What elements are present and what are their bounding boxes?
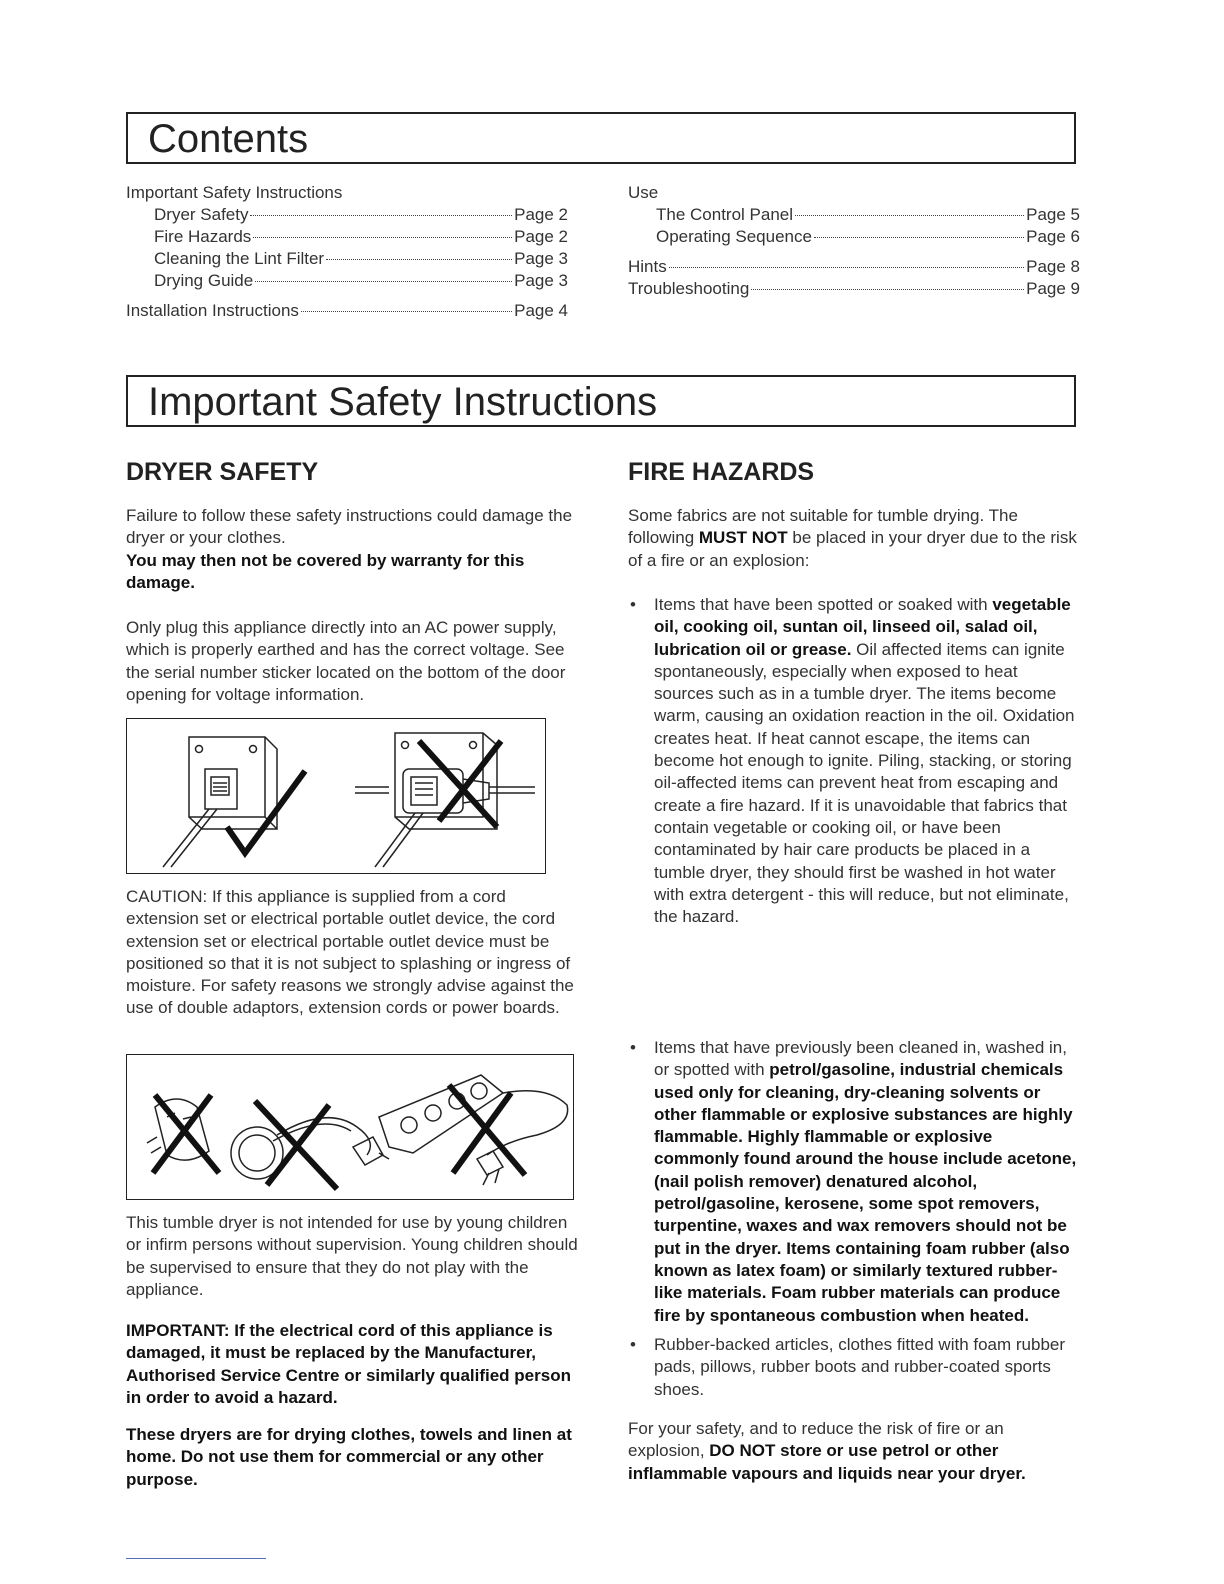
- fire-intro: Some fabrics are not suitable for tumble drying. The following MUST NOT be placed in your dryer due to the risk of a fire or an explosion:: [628, 506, 1077, 570]
- plug-body: [205, 769, 237, 809]
- important-paragraph: IMPORTANT: If the electrical cord of this appliance is damaged, it must be replaced by the Manufacturer, Authorised Service Centre or similarly qualified person in order to avoid a hazard.: [126, 1321, 571, 1407]
- caution-paragraph: CAUTION: If this appliance is supplied from a cord extension set or electrical portable outlet device, the cord extension set or electrical portable outlet device must be positioned so that it is not subject to splashing or ingress of moisture. For safety reasons we strongly advise against the use of double adaptors, extension cords or power boards.: [126, 887, 574, 1018]
- toc-entry-fire-hazards[interactable]: Fire Hazards Page 2: [154, 227, 568, 246]
- purpose-paragraph: These dryers are for drying clothes, towels and linen at home. Do not use them for commercial or any other purpose.: [126, 1425, 572, 1489]
- footer-rule: [126, 1558, 266, 1559]
- toc-group-use: Use: [628, 183, 659, 202]
- adaptors-figure: [126, 1054, 574, 1200]
- toc-left-column: [126, 182, 568, 322]
- toc-entry-operating-sequence[interactable]: Operating Sequence Page 6: [656, 227, 1080, 246]
- power-supply-paragraph: Only plug this appliance directly into an AC power supply, which is properly earthed and has the correct voltage. See the serial number sticker located on the bottom of the door opening for voltage information.: [126, 618, 566, 704]
- fire-bullet-solvents: • Items that have previously been cleaned in, washed in, or spotted with petrol/gasoline, industrial chemicals used only for cleaning, dry-cleaning solvents or other flammable or explosive substances are highly flammable. Highly flammable or explosive commonly found around the house include acetone, (nail polish remover) denatured alcohol, petrol/gasoline, kerosene, some spot removers, turpentine, waxes and wax removers should not be put in the dryer. Items containing foam rubber (also known as latex foam) or similarly textured rubber-like materials. Foam rubber materials can produce fire by spontaneous combustion when heated.: [628, 1037, 1080, 1327]
- toc-entry-drying-guide[interactable]: Drying Guide Page 3: [154, 271, 568, 290]
- plug-figure: [126, 718, 546, 874]
- safety-title: Important Safety Instructions: [148, 380, 658, 424]
- checkmark-icon: [227, 771, 305, 853]
- children-paragraph: This tumble dryer is not intended for use by young children or infirm persons without supervision. Young children should be supervised to ensure that they do not play with the appliance.: [126, 1213, 578, 1299]
- plug-illustration: [127, 719, 544, 872]
- toc-entry-lint-filter[interactable]: Cleaning the Lint Filter Page 3: [154, 249, 568, 268]
- toc-entry-installation[interactable]: Installation Instructions Page 4: [126, 301, 568, 320]
- contents-title: Contents: [148, 117, 309, 161]
- dryer-safety-p1: Failure to follow these safety instructions could damage the dryer or your clothes.: [126, 506, 573, 548]
- toc-entry-troubleshooting[interactable]: Troubleshooting Page 9: [628, 279, 1080, 298]
- fire-final-warning: For your safety, and to reduce the risk of fire or an explosion, DO NOT store or use petrol or other inflammable vapours and liquids near your dryer.: [628, 1419, 1026, 1483]
- toc-entry-dryer-safety[interactable]: Dryer Safety Page 2: [154, 205, 568, 224]
- fire-bullet-rubber: • Rubber-backed articles, clothes fitted with foam rubber pads, pillows, rubber boots and rubber-coated sports shoes.: [628, 1334, 1080, 1401]
- adaptors-illustration: [127, 1055, 572, 1198]
- safety-header-box: [126, 375, 1076, 427]
- cross-icons: [153, 1085, 525, 1189]
- dryer-safety-heading: DRYER SAFETY: [126, 458, 319, 486]
- contents-header-box: [126, 112, 1076, 164]
- dryer-safety-intro: [126, 505, 578, 594]
- toc-entry-control-panel[interactable]: The Control Panel Page 5: [656, 205, 1080, 224]
- fire-bullet-oil: • Items that have been spotted or soaked with vegetable oil, cooking oil, suntan oil, linseed oil, salad oil, lubrication oil or grease. Oil affected items can ignite spontaneously, especially when exposed to heat sources such as in a tumble dryer. The items become warm, causing an oxidation reaction in the oil. Oxidation creates heat. If heat cannot escape, the items can become hot enough to ignite. Piling, stacking, or storing oil-affected items can prevent heat from escaping and create a fire hazard. If it is unavoidable that fabrics that contain vegetable or cooking oil, or have been contaminated by hair care products be placed in a tumble dryer, they should first be washed in hot water with extra detergent - this will reduce, but not eliminate, the hazard.: [628, 594, 1080, 928]
- warranty-warning: You may then not be covered by warranty for this damage.: [126, 550, 525, 592]
- toc-entry-hints[interactable]: Hints Page 8: [628, 257, 1080, 276]
- toc-right-column: [628, 182, 1080, 300]
- fire-hazards-heading: FIRE HAZARDS: [628, 458, 815, 486]
- toc-group-title: Important Safety Instructions: [126, 183, 343, 202]
